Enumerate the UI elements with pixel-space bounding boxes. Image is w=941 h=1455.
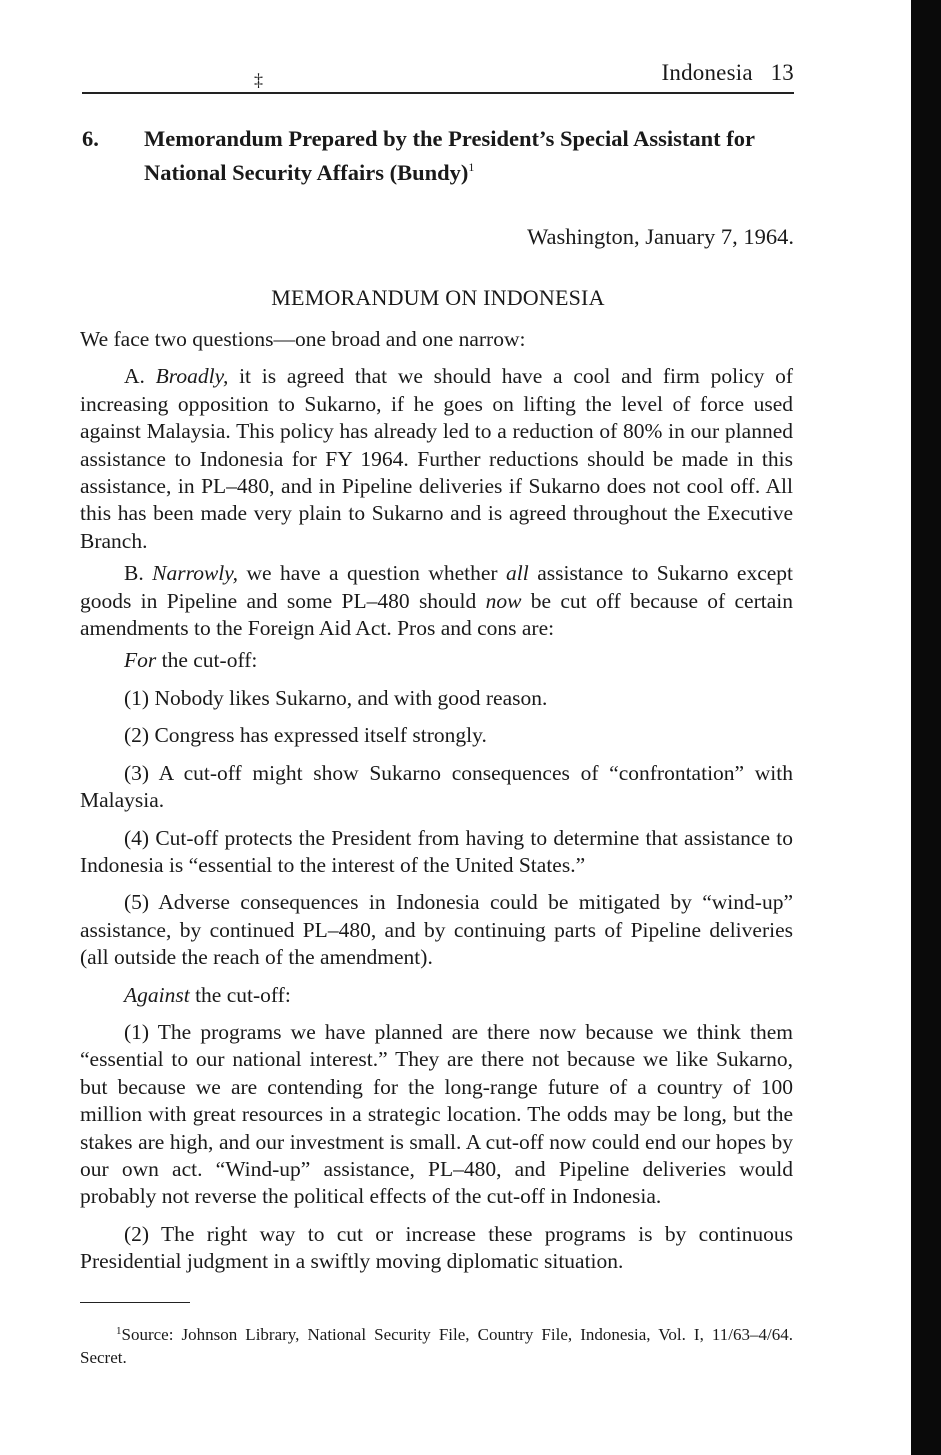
against-item: (2) The right way to cut or increase these programs is by continuous Presidential judgment in a swiftly moving diplomatic situation. xyxy=(80,1221,793,1274)
for-heading-text: the cut-off: xyxy=(161,648,258,673)
footnote-reference: 1 xyxy=(468,160,475,174)
paragraph-b-label: B. xyxy=(124,561,144,586)
for-heading-lead: For xyxy=(124,648,157,673)
scanned-page-edge xyxy=(911,0,941,1455)
page-number: 13 xyxy=(770,60,794,85)
paragraph-b-text-1: we have a question whether xyxy=(246,561,498,586)
document-number: 6. xyxy=(82,126,99,151)
running-head-title xyxy=(662,60,794,86)
for-item: (3) A cut-off might show Sukarno consequences of “confrontation” with Malaysia. xyxy=(80,760,793,813)
paragraph-b xyxy=(80,560,793,642)
against-heading-lead: Against xyxy=(124,982,190,1007)
running-head xyxy=(82,58,794,94)
against-heading xyxy=(80,982,793,1009)
for-item: (4) Cut-off protects the President from having to determine that assistance to Indonesia is “essential to the interest of the United States.” xyxy=(80,825,793,877)
footnote-divider xyxy=(80,1302,190,1303)
document-title-text: Memorandum Prepared by the President’s Special Assistant for National Security Affairs (Bundy) xyxy=(144,126,755,185)
paragraph-b-emphasis-now: now xyxy=(485,588,522,613)
paragraph-b-emphasis-all: all xyxy=(506,561,529,586)
paragraph-b-text-3: be cut off because of certain amendments to the Foreign Aid Act. Pros and cons are: xyxy=(80,588,793,641)
memo-body xyxy=(80,326,793,1276)
running-head-mark: ‡ xyxy=(254,70,263,90)
against-heading-text: the cut-off: xyxy=(195,982,291,1007)
paragraph-b-text-2: assistance to Sukarno except goods in Pipeline and some PL–480 should xyxy=(80,561,793,613)
running-head-section: Indonesia xyxy=(661,60,753,85)
footnote-text: Source: Johnson Library, National Security File, Country File, Indonesia, Vol. I, 11/63–4/64. Secret. xyxy=(80,1325,793,1367)
paragraph-a-text: it is agreed that we should have a cool and firm policy of increasing opposition to Sukarno, if he goes on lifting the level of force used against Malaysia. This policy has already led to a reduction of 80% in our planned assistance to Indonesia for FY 1964. Further reductions should be made in this assistance, in PL–480, and in Pipeline deliveries if Sukarno does not cool off. All this has been made very plain to Sukarno and is agreed throughout the Executive Branch. xyxy=(80,364,794,553)
for-item: (5) Adverse consequences in Indonesia could be mitigated by “wind-up” assistance, by continued PL–480, and by continuing parts of Pipeline deliveries (all outside the reach of the amendment). xyxy=(80,890,793,970)
paragraph-a-lead: Broadly, xyxy=(155,364,229,389)
for-heading xyxy=(80,647,793,674)
intro-paragraph: We face two questions—one broad and one narrow: xyxy=(80,327,526,351)
paragraph-a-label: A. xyxy=(124,364,145,389)
paragraph-b-lead: Narrowly, xyxy=(152,561,238,586)
document-title xyxy=(144,124,794,187)
against-item: (1) The programs we have planned are there now because we think them “essential to our national interest.” They are there not because we like Sukarno, but because we are contending for the long-range future of a country of 100 million with great resources in a strategic location. The odds may be long, but the stakes are high, and our investment is small. A cut-off now could end our hopes by our own act. “Wind-up” assistance, PL–480, and Pipeline deliveries would probably not reverse the political effects of the cut-off in Indonesia. xyxy=(80,1019,793,1209)
memo-title: MEMORANDUM ON INDONESIA xyxy=(271,285,605,310)
footnote-marker: 1 xyxy=(116,1325,122,1337)
for-item: (2) Congress has expressed itself strongly. xyxy=(124,723,487,748)
paragraph-a xyxy=(80,363,793,555)
for-item: (1) Nobody likes Sukarno, and with good reason. xyxy=(124,685,548,710)
footnote xyxy=(80,1320,793,1369)
dateline: Washington, January 7, 1964. xyxy=(527,224,794,249)
